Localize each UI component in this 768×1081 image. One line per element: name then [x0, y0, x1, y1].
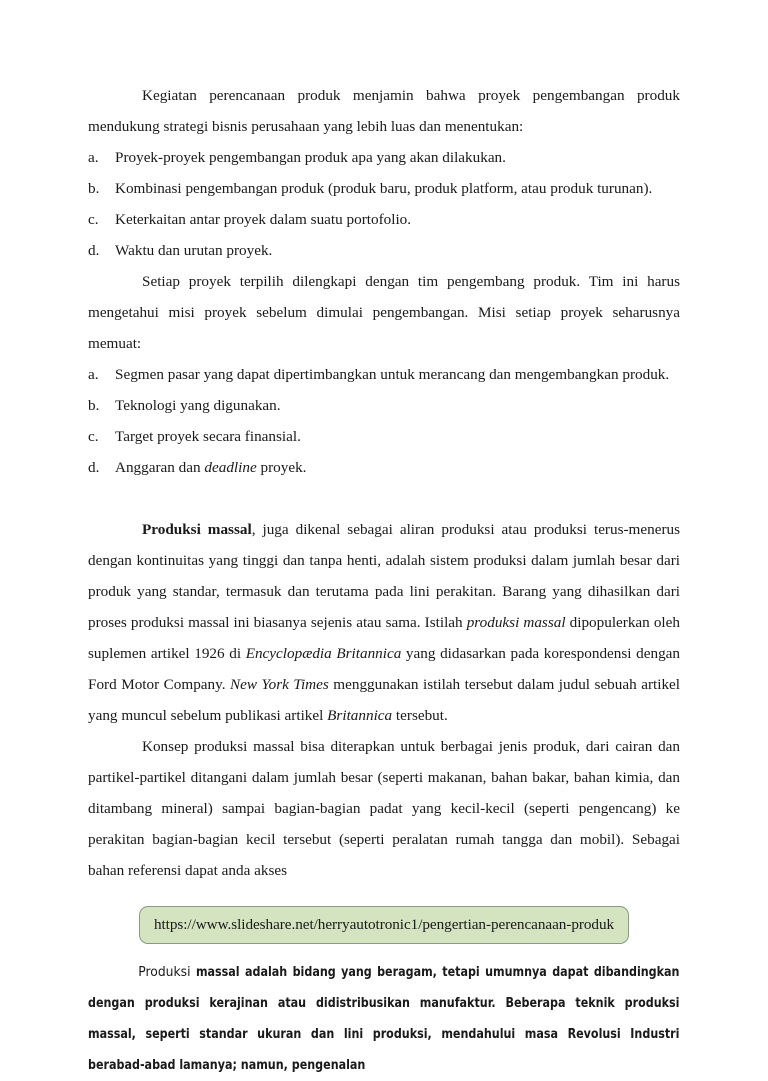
- p3-part5: tersebut.: [392, 707, 448, 724]
- p3-italic-new-york-times: New York Times: [230, 676, 329, 693]
- list-marker: a.: [88, 149, 99, 166]
- paragraph-spacer: [88, 483, 680, 514]
- list-item-label: Proyek-proyek pengembangan produk apa yang akan dilakukan.: [115, 149, 506, 166]
- list-item-label: [115, 459, 306, 476]
- list-marker: c.: [88, 428, 99, 445]
- reference-url-link[interactable]: https://www.slideshare.net/herryautotronic1/pengertian-perencanaan-produk: [139, 906, 629, 944]
- list-item-text-pre: Anggaran dan: [115, 459, 205, 476]
- list-item: [88, 390, 680, 421]
- p3-part4: menggunakan istilah tersebut dalam judul sebuah artikel yang muncul sebelum publikasi artikel: [88, 676, 681, 724]
- list-item-label: Target proyek secara finansial.: [115, 428, 301, 445]
- reference-link-container: [88, 906, 680, 944]
- list-item: [88, 235, 680, 266]
- list-item: [88, 421, 680, 452]
- list-marker: d.: [88, 242, 100, 259]
- p3-part1: , juga dikenal sebagai aliran produksi atau produksi terus-menerus dengan kontinuitas yang tinggi dan tanpa henti, adalah sistem produksi dalam jumlah besar dari produk yang standar, termasuk dan terutama pada lini perakitan. Barang yang dihasilkan dari proses produksi massal ini biasanya sejenis atau sama. Istilah: [88, 521, 681, 631]
- paragraph-konsep-produksi-massal: Konsep produksi massal bisa diterapkan untuk berbagai jenis produk, dari cairan dan partikel-partikel ditangani dalam jumlah besar (seperti makanan, bahan bakar, bahan kimia, dan ditambang mineral) sampai bagian-bagian padat yang kecil-kecil (seperti pengencang) ke perakitan bagian-bagian kecil tersebut (seperti peralatan rumah tangga dan mobil). Sebagai bahan referensi dapat anda akses: [88, 738, 680, 879]
- list-item-label: Kombinasi pengembangan produk (produk baru, produk platform, atau produk turunan).: [115, 180, 653, 197]
- list-item: [88, 173, 680, 204]
- list-item: [88, 142, 680, 173]
- term-produksi-massal: Produksi massal: [142, 521, 252, 538]
- url-box-spacer-bottom: [88, 944, 680, 957]
- list-item-text-italic: deadline: [204, 459, 257, 476]
- p3-italic-britannica: Britannica: [327, 707, 393, 724]
- list-kriteria-perencanaan: [88, 142, 680, 266]
- list-item: [88, 359, 680, 390]
- p3-part2: dipopulerkan oleh suplemen artikel 1926 di: [88, 614, 680, 662]
- list-item: [88, 452, 680, 483]
- paragraph-setiap-proyek: Setiap proyek terpilih dilengkapi dengan tim pengembang produk. Tim ini harus mengetahui misi proyek sebelum dimulai pengembangan. Misi setiap proyek seharusnya memuat:: [88, 273, 680, 352]
- p5-lead-word: Produksi: [138, 965, 191, 980]
- list-item-label: Waktu dan urutan proyek.: [115, 242, 273, 259]
- p5-rest: massal adalah bidang yang beragam, tetapi umumnya dapat dibandingkan dengan produksi kerajinan atau didistribusikan manufaktur. Beberapa teknik produksi massal, seperti standar ukuran dan lini produksi, mendahului masa Revolusi Industri berabad-abad lamanya; namun, pengenalan: [88, 965, 680, 1073]
- list-item-label: Segmen pasar yang dapat dipertimbangkan untuk merancang dan mengembangkan produk.: [115, 366, 670, 383]
- list-item-text-post: proyek.: [256, 459, 307, 476]
- list-item-label: Teknologi yang digunakan.: [115, 397, 281, 414]
- p3-italic-encyclopaedia-britannica: Encyclopædia Britannica: [245, 645, 402, 662]
- list-item: [88, 204, 680, 235]
- p3-part3: yang didasarkan pada korespondensi dengan Ford Motor Company.: [88, 645, 680, 693]
- document-body: [88, 80, 680, 1081]
- list-marker: b.: [88, 180, 100, 197]
- url-box-spacer-top: [88, 886, 680, 906]
- list-marker: c.: [88, 211, 99, 228]
- list-item-label: Keterkaitan antar proyek dalam suatu portofolio.: [115, 211, 412, 228]
- paragraph-produksi-massal-definisi: [88, 514, 680, 731]
- list-marker: b.: [88, 397, 100, 414]
- paragraph-produksi-massal-bidang: [88, 957, 679, 1081]
- list-misi-proyek: [88, 359, 680, 483]
- list-marker: a.: [88, 366, 99, 383]
- p3-italic-produksi-massal: produksi massal: [466, 614, 566, 631]
- list-marker: d.: [88, 459, 100, 476]
- paragraph-perencanaan-produk: Kegiatan perencanaan produk menjamin bahwa proyek pengembangan produk mendukung strategi bisnis perusahaan yang lebih luas dan menentukan:: [88, 87, 680, 135]
